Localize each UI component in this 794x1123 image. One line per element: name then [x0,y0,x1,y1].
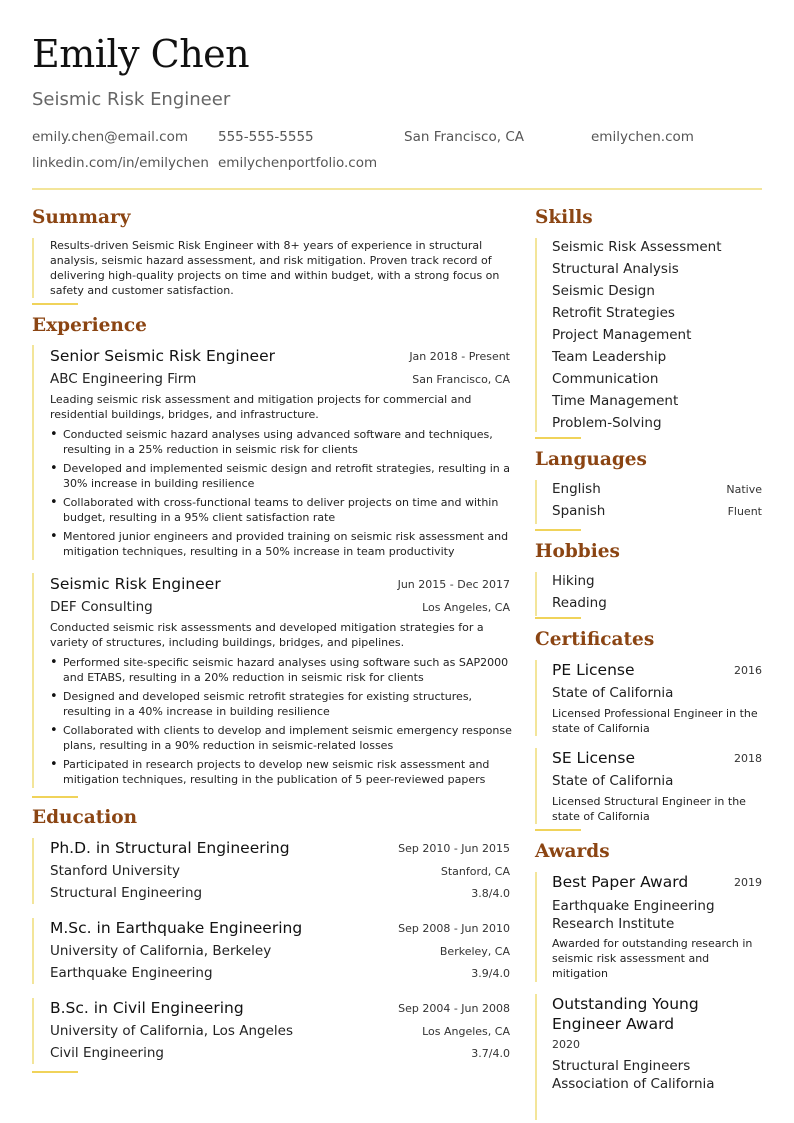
skill-item: Team Leadership [552,349,667,365]
certificate-1-issuer: State of California [552,685,674,701]
award-1-name: Best Paper Award [552,873,689,891]
job-1-title: Senior Seismic Risk Engineer [50,347,275,365]
job-1-location: San Francisco, CA [412,373,510,386]
languages-accent [535,529,581,531]
job-2-bullet: • Collaborated with clients to develop and implement seismic emergency response plans, resulting in a 90% reduction in seismic-related losses [50,723,512,753]
award-1-issuer: Earthquake Engineering Research Institute [552,898,715,932]
skills-accent [535,437,581,439]
hobbies-accent [535,617,581,619]
summary-heading: Summary [32,207,131,228]
education-1-dates: Sep 2010 - Jun 2015 [398,842,510,855]
job-2-bullet: • Performed site-specific seismic hazard analyses using software such as SAP2000 and ETABS, resulting in a 20% reduction in seismic risk for clients [50,655,512,685]
education-3-gpa: 3.7/4.0 [471,1047,510,1060]
summary-bar [32,238,34,298]
hobby-item: Reading [552,595,607,611]
education-3-field: Civil Engineering [50,1045,164,1061]
award-1-description: Awarded for outstanding research in seismic risk assessment and mitigation [552,937,753,980]
education-1-bar [32,838,34,904]
job-2-location: Los Angeles, CA [422,601,510,614]
education-heading: Education [32,807,138,828]
education-1-gpa: 3.8/4.0 [471,887,510,900]
education-2-bar [32,918,34,984]
education-3-location: Los Angeles, CA [422,1025,510,1038]
job-1-company: ABC Engineering Firm [50,371,197,387]
contact-portfolio[interactable]: emilychenportfolio.com [218,155,378,171]
education-1-location: Stanford, CA [440,865,510,878]
education-3-school: University of California, Los Angeles [50,1023,294,1039]
education-accent [32,1071,78,1073]
contact-phone[interactable]: 555-555-5555 [218,129,314,145]
contact-email[interactable]: emily.chen@email.com [32,129,189,145]
experience-heading: Experience [32,315,147,336]
certificate-1-name: PE License [552,661,635,679]
job-2-company: DEF Consulting [50,599,153,615]
job-1-bullet: • Mentored junior engineers and provided training on seismic risk assessment and mitigation techniques, resulting in a 50% increase in team productivity [50,529,512,559]
education-2-degree: M.Sc. in Earthquake Engineering [50,919,303,937]
language-name: Spanish [552,503,606,519]
education-2-dates: Sep 2008 - Jun 2010 [398,922,510,935]
certificate-1-year: 2016 [734,664,762,677]
certificate-2-issuer: State of California [552,773,674,789]
education-3-bar [32,998,34,1064]
job-1-bar [32,345,34,560]
award-2-bar [535,994,537,1120]
skill-item: Project Management [552,327,692,343]
skill-item: Retrofit Strategies [552,305,675,321]
contact-location: San Francisco, CA [404,129,524,145]
education-1-school: Stanford University [50,863,180,879]
contact-linkedin[interactable]: linkedin.com/in/emilychen [32,155,209,171]
award-2-name: Outstanding Young Engineer Award [552,995,699,1033]
job-1-dates: Jan 2018 - Present [409,350,510,363]
job-1-bullet: • Conducted seismic hazard analyses using advanced software and techniques, resulting in a 25% reduction in seismic risk for clients [50,427,512,457]
skill-item: Communication [552,371,659,387]
certificates-heading: Certificates [535,629,655,650]
candidate-name: Emily Chen [32,32,250,76]
skill-item: Seismic Risk Assessment [552,239,722,255]
certificate-1-description: Licensed Professional Engineer in the state of California [552,707,758,735]
education-1-field: Structural Engineering [50,885,203,901]
skill-item: Time Management [552,393,679,409]
job-1-bullet: • Developed and implemented seismic design and retrofit strategies, resulting in a 30% increase in building resilience [50,461,512,491]
certificate-2-name: SE License [552,749,635,767]
job-2-dates: Jun 2015 - Dec 2017 [397,578,510,591]
education-2-location: Berkeley, CA [439,945,510,958]
certificate-2-description: Licensed Structural Engineer in the state of California [552,795,746,823]
job-2-bar [32,573,34,788]
certificate-2-bar [535,748,537,824]
certificate-2-year: 2018 [734,752,762,765]
job-2-bullet: • Designed and developed seismic retrofit strategies for existing structures, resulting in a 40% increase in building resilience [50,689,512,719]
hobbies-bar [535,572,537,616]
contact-website[interactable]: emilychen.com [591,129,694,145]
job-1-description: Leading seismic risk assessment and mitigation projects for commercial and residential buildings, bridges, and infrastructure. [50,393,472,421]
award-1-bar [535,872,537,982]
skills-bar [535,238,537,432]
skill-item: Structural Analysis [552,261,679,277]
skill-item: Seismic Design [552,283,655,299]
skill-item: Problem-Solving [552,415,662,431]
language-level: Native [726,483,762,496]
job-2-bullet: • Participated in research projects to develop new seismic risk assessment and mitigation techniques, resulting in the publication of 5 peer-reviewed papers [50,757,512,787]
education-2-school: University of California, Berkeley [50,943,272,959]
education-3-degree: B.Sc. in Civil Engineering [50,999,244,1017]
education-3-dates: Sep 2004 - Jun 2008 [398,1002,510,1015]
job-2-description: Conducted seismic risk assessments and developed mitigation strategies for a variety of structures, including buildings, bridges, and pipelines. [50,621,484,649]
award-1-year: 2019 [734,876,762,889]
skills-heading: Skills [535,207,593,228]
job-2-title: Seismic Risk Engineer [50,575,221,593]
languages-bar [535,480,537,524]
language-name: English [552,481,601,497]
candidate-role: Seismic Risk Engineer [32,89,231,110]
languages-heading: Languages [535,449,647,470]
award-2-issuer: Structural Engineers Association of California [552,1058,715,1092]
experience-accent [32,796,78,798]
education-2-field: Earthquake Engineering [50,965,213,981]
header-divider [32,188,762,190]
hobbies-heading: Hobbies [535,541,620,562]
education-1-degree: Ph.D. in Structural Engineering [50,839,290,857]
summary-accent [32,303,78,305]
language-level: Fluent [727,505,762,518]
summary-text: Results-driven Seismic Risk Engineer with 8+ years of experience in structural analysis, seismic hazard assessment, and risk mitigation. Proven track record of delivering high-quality projects on time and within budget, with a strong focus on safety and customer satisfaction. [50,239,500,297]
education-2-gpa: 3.9/4.0 [471,967,510,980]
hobby-item: Hiking [552,573,595,589]
certificates-accent [535,829,581,831]
award-2-year: 2020 [552,1038,580,1051]
awards-heading: Awards [535,841,610,862]
job-1-bullet: • Collaborated with cross-functional teams to deliver projects on time and within budget, resulting in a 95% client satisfaction rate [50,495,512,525]
certificate-1-bar [535,660,537,736]
